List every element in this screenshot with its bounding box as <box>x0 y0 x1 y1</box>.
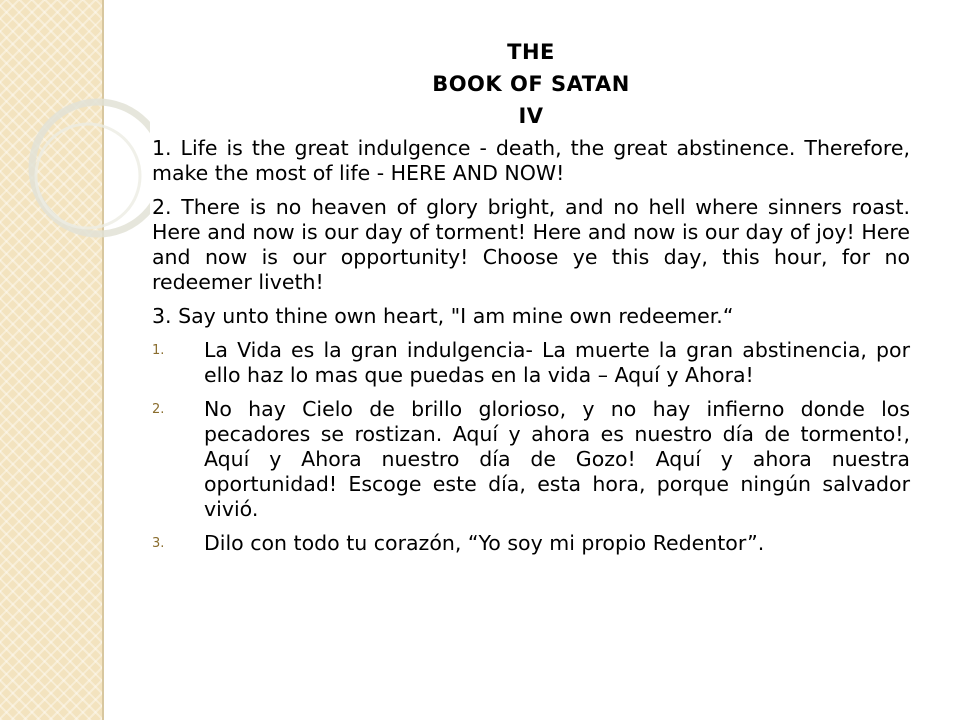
slide-content <box>152 36 910 565</box>
list-marker: 1. <box>152 343 165 358</box>
spanish-verse-1: La Vida es la gran indulgencia- La muerte la gran abstinencia, por ello haz lo mas que puedas en la vida – Aquí y Ahora! <box>204 338 910 387</box>
title-line-3: IV <box>518 104 544 128</box>
spanish-verse-list <box>152 338 910 556</box>
english-verse-3: 3. Say unto thine own heart, "I am mine own redeemer.“ <box>152 304 734 328</box>
deco-ring-inner <box>36 124 140 228</box>
spanish-verse-3: Dilo con todo tu corazón, “Yo soy mi propio Redentor”. <box>204 531 765 555</box>
list-item <box>152 531 910 556</box>
english-verse-2: 2. There is no heaven of glory bright, and no hell where sinners roast. Here and now is our day of torment! Here and now is our day of joy! Here and now is our opportunity! Choose ye this day, this hour, for no redeemer liveth! <box>152 195 910 294</box>
list-item <box>152 397 910 522</box>
title-line-2: BOOK OF SATAN <box>432 72 630 96</box>
decorative-circles <box>0 0 150 260</box>
title-line-1: THE <box>507 40 555 64</box>
english-verse-1: 1. Life is the great indulgence - death, the great abstinence. Therefore, make the most of life - HERE AND NOW! <box>152 136 910 185</box>
list-item <box>152 338 910 388</box>
deco-ring-outer <box>32 102 150 234</box>
list-marker: 2. <box>152 402 165 417</box>
spanish-verse-2: No hay Cielo de brillo glorioso, y no hay infierno donde los pecadores se rostizan. Aquí y ahora es nuestro día de tormento!, Aquí y Ahora nuestro día de Gozo! Aquí y ahora nuestra oportunidad! Escoge este día, esta hora, porque ningún salvador vivió. <box>204 397 910 521</box>
list-marker: 3. <box>152 536 165 551</box>
